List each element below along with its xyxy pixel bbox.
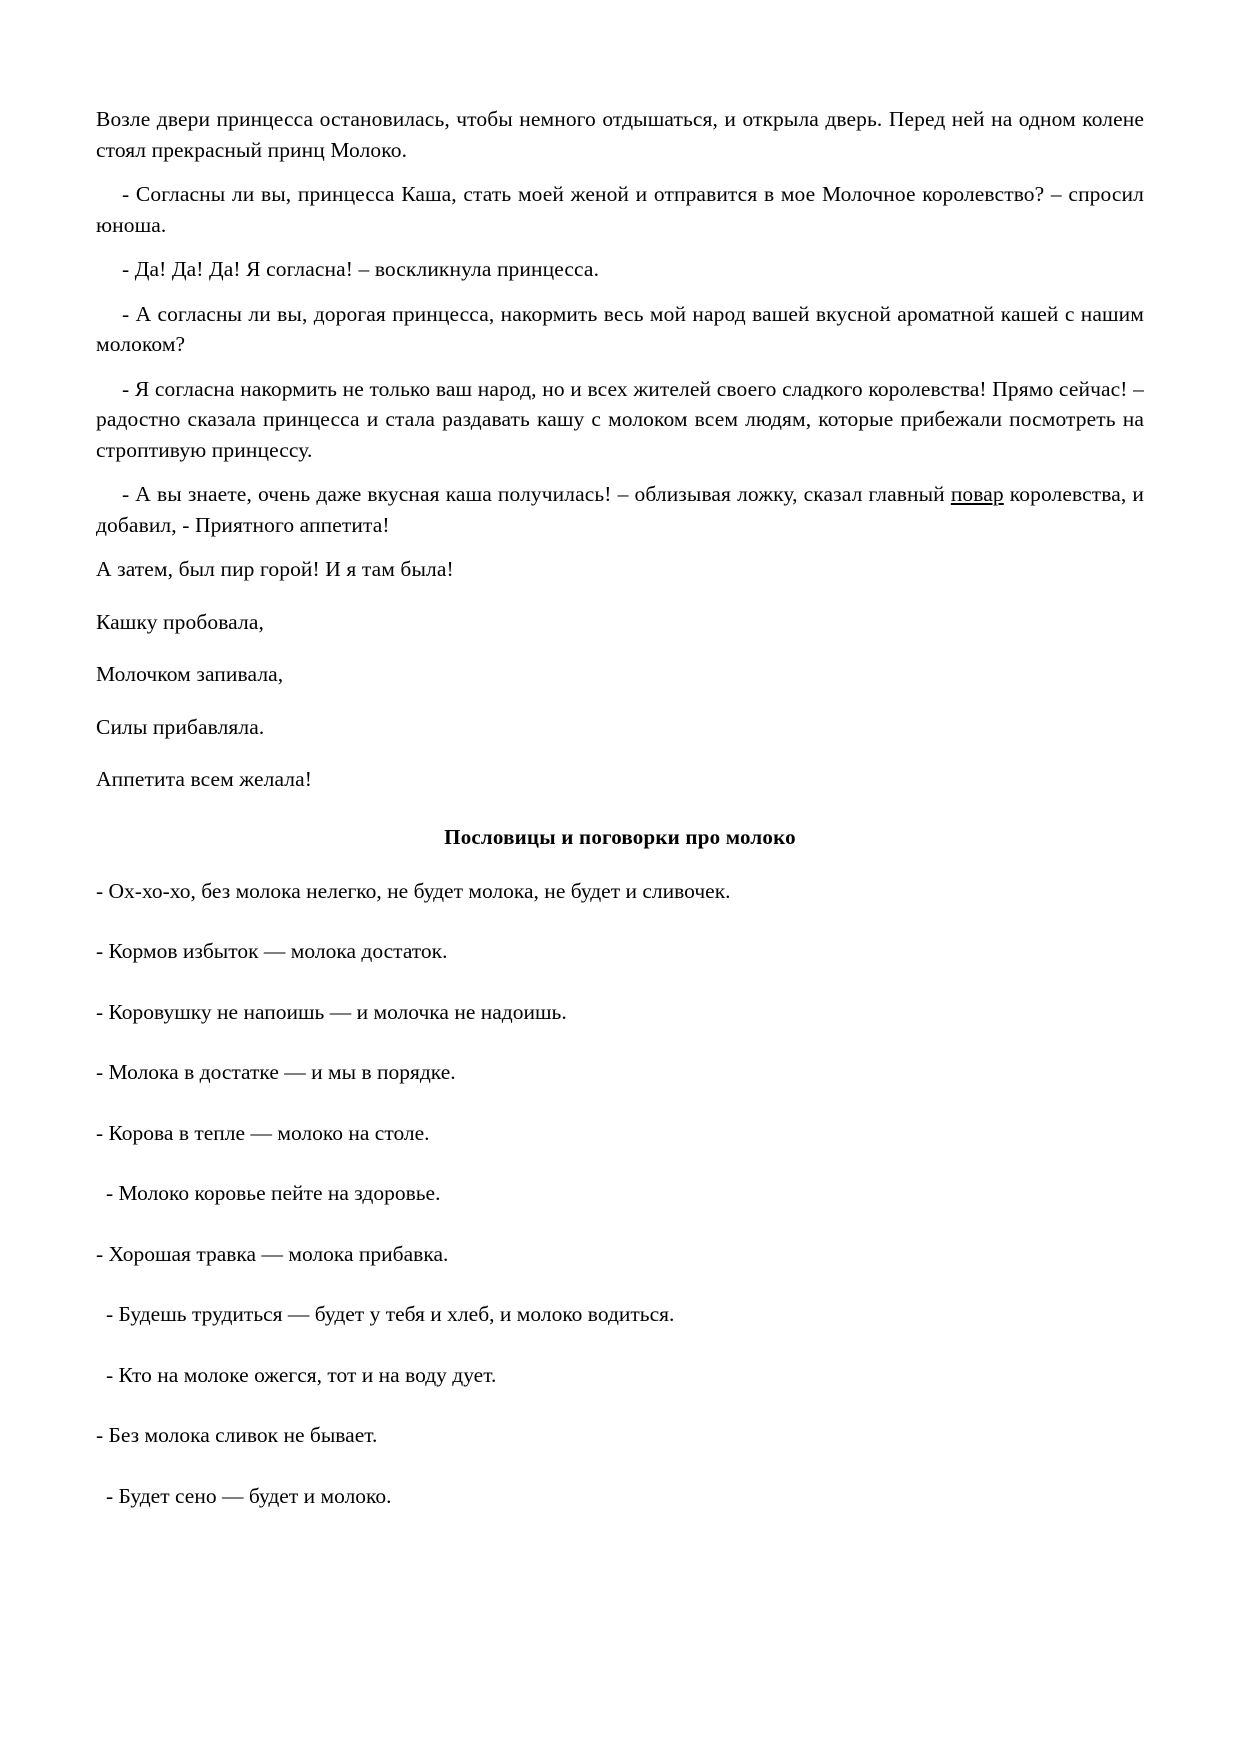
- proverb-item: - Молоко коровье пейте на здоровье.: [106, 1181, 441, 1206]
- cook-word-underlined: повар: [950, 482, 1004, 507]
- story-paragraph: - Да! Да! Да! Я согласна! – воскликнула принцесса.: [122, 257, 600, 282]
- proverb-item: - Корова в тепле — молоко на столе.: [96, 1120, 430, 1145]
- section-heading: Пословицы и поговорки про молоко: [444, 824, 796, 849]
- cook-paragraph: [96, 479, 1144, 540]
- closing-line: А затем, был пир горой! И я там была!: [96, 557, 454, 582]
- proverb-item: - Будешь трудиться — будет у тебя и хлеб, и молоко водиться.: [106, 1302, 675, 1327]
- story-paragraph: - А согласны ли вы, дорогая принцесса, накормить весь мой народ вашей вкусной ароматной кашей с нашим молоком?: [96, 301, 1144, 357]
- cook-paragraph-before: - А вы знаете, очень даже вкусная каша получилась! – облизывая ложку, сказал главный: [122, 482, 951, 507]
- proverb-item: - Кто на молоке ожегся, тот и на воду дует.: [106, 1362, 497, 1387]
- closing-line: Кашку пробовала,: [96, 609, 264, 634]
- proverb-item: - Молока в достатке — и мы в порядке.: [96, 1060, 456, 1085]
- proverb-item: - Хорошая травка — молока прибавка.: [96, 1241, 449, 1266]
- story-paragraph: - Я согласна накормить не только ваш народ, но и всех жителей своего сладкого королевства! Прямо сейчас! – радостно сказала принцесса и стала раздавать кашу с молоком всем людям, которые прибежали посмотреть на строптивую принцессу.: [96, 376, 1144, 462]
- proverb-item: - Будет сено — будет и молоко.: [106, 1483, 392, 1508]
- closing-line: Молочком запивала,: [96, 662, 284, 687]
- proverb-item: - Коровушку не напоишь — и молочка не надоишь.: [96, 999, 567, 1024]
- closing-line: Силы прибавляла.: [96, 714, 265, 739]
- proverb-item: - Кормов избыток — молока достаток.: [96, 939, 448, 964]
- proverb-item: - Без молока сливок не бывает.: [96, 1423, 378, 1448]
- proverb-item: - Ох-хо-хо, без молока нелегко, не будет молока, не будет и сливочек.: [96, 878, 731, 903]
- story-paragraph: Возле двери принцесса остановилась, чтобы немного отдышаться, и открыла дверь. Перед ней на одном колене стоял прекрасный принц Молоко.: [96, 107, 1144, 162]
- cook-paragraph-after: королевства, и добавил, - Приятного аппетита!: [96, 482, 1144, 537]
- story-paragraph: - Согласны ли вы, принцесса Каша, стать моей женой и отправится в мое Молочное королевство? – спросил юноша.: [96, 182, 1144, 237]
- closing-line: Аппетита всем желала!: [96, 767, 313, 792]
